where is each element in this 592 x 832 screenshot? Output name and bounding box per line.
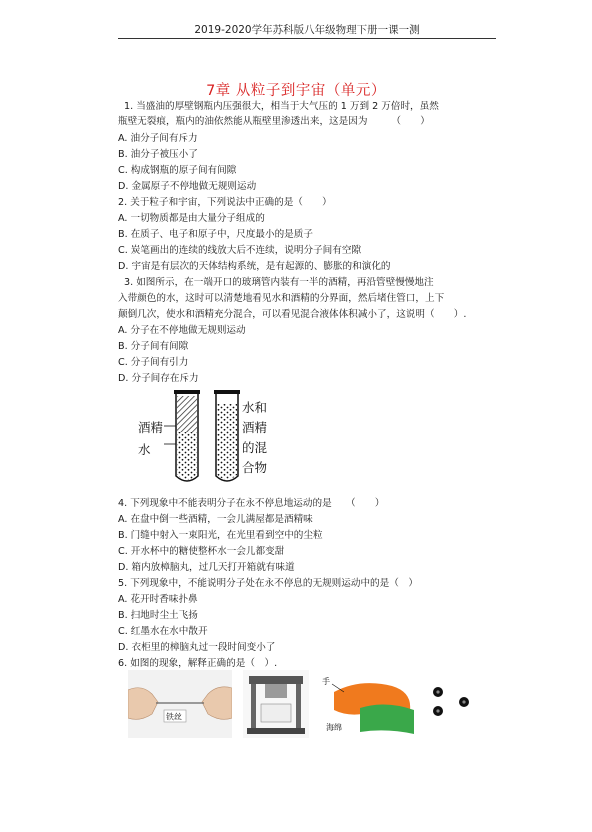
question-6-stem: 6. 如图的现象，解释正确的是（ ）. <box>118 658 278 669</box>
q5-option-c: C. 红墨水在水中散开 <box>118 626 208 637</box>
q5-option-d: D. 衣柜里的樟脑丸过一段时间变小了 <box>118 642 276 653</box>
q3-option-d: D. 分子间存在斥力 <box>118 373 199 384</box>
sponge <box>360 704 414 734</box>
hydraulic-press-photo <box>243 670 309 738</box>
question-1-stem: 1. 当盛油的厚壁钢瓶内压强很大，相当于大气压的 1 万到 2 万倍时，虽然 <box>124 101 439 112</box>
question-4-stem: 4. 下列现象中不能表明分子在永不停息地运动的是 （ ） <box>118 498 385 509</box>
question-2-stem: 2. 关于粒子和宇宙，下列说法中正确的是（ ） <box>118 197 332 208</box>
q3-option-a: A. 分子在不停地做无规则运动 <box>118 325 246 336</box>
right-tube <box>214 390 240 481</box>
q2-option-c: C. 炭笔画出的连续的线放大后不连续，说明分子间有空隙 <box>118 245 362 256</box>
label-water: 水 <box>138 442 151 457</box>
label-iron-wire: 铁丝 <box>166 712 182 722</box>
chapter-title: 7章 从粒子到宇宙（单元） <box>206 83 386 99</box>
q2-option-b: B. 在质子、电子和原子中，尺度最小的是质子 <box>118 229 313 240</box>
q4-option-d: D. 箱内放樟脑丸，过几天打开箱就有味道 <box>118 562 295 573</box>
header-divider <box>118 38 496 39</box>
q3-option-c: C. 分子间有引力 <box>118 357 189 368</box>
q1-option-b: B. 油分子被压小了 <box>118 149 198 160</box>
question-3-stem-cont-2: 颠倒几次，使水和酒精充分混合，可以看见混合液体体积减小了，这说明（ ）. <box>118 309 467 320</box>
label-mixture-1: 水和 <box>242 400 268 415</box>
spheres-figure <box>426 670 478 738</box>
q4-option-b: B. 门缝中射入一束阳光，在光里看到空中的尘粒 <box>118 530 323 541</box>
q1-option-d: D. 金属原子不停地做无规则运动 <box>118 181 257 192</box>
test-tubes-figure <box>136 386 286 486</box>
q5-option-a: A. 花开时香味扑鼻 <box>118 594 198 605</box>
q4-option-a: A. 在盘中倒一些酒精，一会儿满屋都是酒精味 <box>118 514 313 525</box>
q1-option-a: A. 油分子间有斥力 <box>118 133 198 144</box>
iron-wire-photo <box>128 670 232 738</box>
left-tube <box>174 390 200 481</box>
label-sponge: 海绵 <box>326 723 342 732</box>
question-1-stem-cont: 瓶壁无裂痕，瓶内的油依然能从瓶壁里渗透出来，这是因为 （ ） <box>118 116 430 127</box>
label-alcohol: 酒精 <box>138 420 164 435</box>
q5-option-b: B. 扫地时尘土飞扬 <box>118 610 198 621</box>
label-mixture-4: 合物 <box>242 460 268 475</box>
question-3-stem-cont-1: 入带颜色的水，这时可以清楚地看见水和酒精的分界面，然后堵住管口，上下 <box>118 293 445 304</box>
page-header: 2019-2020学年苏科版八年级物理下册一课一测 <box>194 24 420 36</box>
question-5-stem: 5. 下列现象中，不能说明分子处在永不停息的无规则运动中的是（ ） <box>118 578 419 589</box>
q3-option-b: B. 分子间有间隙 <box>118 341 189 352</box>
q4-option-c: C. 开水杯中的糖使整杯水一会儿都变甜 <box>118 546 285 557</box>
label-mixture-2: 酒精 <box>242 420 268 435</box>
hand-sponge-photo <box>320 670 418 738</box>
q1-option-c: C. 构成钢瓶的原子间有间隙 <box>118 165 237 176</box>
q2-option-a: A. 一切物质都是由大量分子组成的 <box>118 213 265 224</box>
label-mixture-3: 的混 <box>242 440 268 455</box>
q2-option-d: D. 宇宙是有层次的天体结构系统，是有起源的、膨胀的和演化的 <box>118 261 391 272</box>
question-3-stem: 3. 如图所示，在一端开口的玻璃管内装有一半的酒精，再沿管壁慢慢地注 <box>124 277 434 288</box>
label-hand: 手 <box>322 677 330 686</box>
